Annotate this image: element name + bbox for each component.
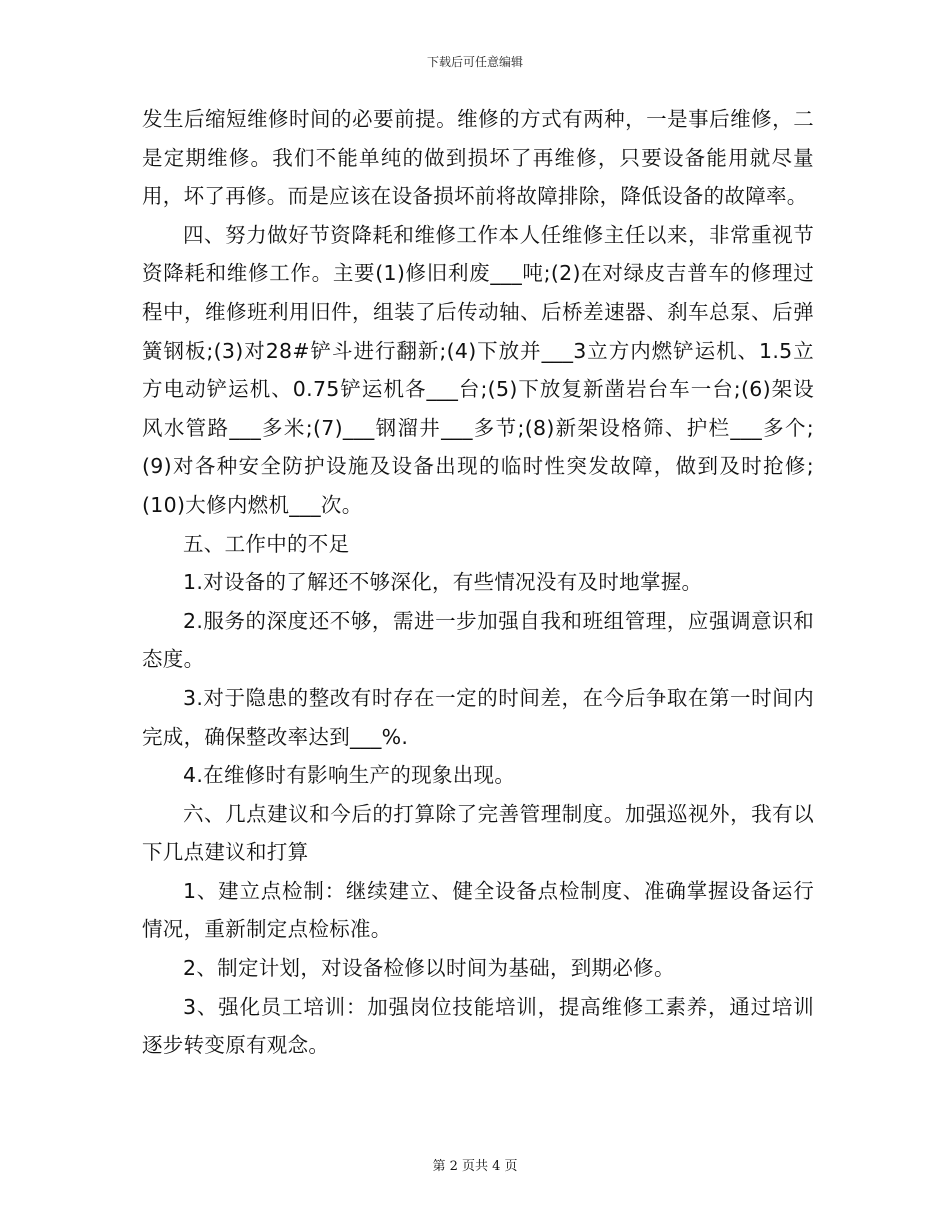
section-heading: 五、工作中的不足 — [183, 531, 350, 556]
list-item: 3、强化员工培训：加强岗位技能培训，提高维修工素养，通过培训逐步转变原有观念。 — [142, 994, 814, 1058]
list-item: 2、制定计划，对设备检修以时间为基础，到期必修。 — [183, 956, 675, 981]
page-footer: 第 2 页共 4 页 — [432, 1159, 518, 1174]
document-body — [142, 100, 814, 1065]
paragraph: 发生后缩短维修时间的必要前提。维修的方式有两种，一是事后维修，二是定期维修。我们不能单纯的做到损坏了再维修，只要设备能用就尽量用，坏了再修。而是应该在设备损坏前将故障排除，降低设备的故障率。 — [142, 107, 814, 209]
paragraph: 四、努力做好节资降耗和维修工作本人任维修主任以来，非常重视节资降耗和维修工作。主要(1)修旧利废___吨;(2)在对绿皮吉普车的修理过程中，维修班利用旧件，组装了后传动轴、后桥差速器、刹车总泵、后弹簧钢板;(3)对28#铲斗进行翻新;(4)下放并___3立方内燃铲运机、1.5立方电动铲运机、0.75铲运机各___台;(5)下放复新凿岩台车一台;(6)架设风水管路___多米;(7)___钢溜井___多节;(8)新架设格筛、护栏___多个;(9)对各种安全防护设施及设备出现的临时性突发故障，做到及时抢修;(10)大修内燃机___次。 — [142, 222, 814, 517]
page-header: 下载后可任意编辑 — [426, 55, 523, 69]
section-heading: 六、几点建议和今后的打算除了完善管理制度。加强巡视外，我有以下几点建议和打算 — [142, 801, 814, 865]
list-item: 1.对设备的了解还不够深化，有些情况没有及时地掌握。 — [183, 570, 703, 595]
list-item: 4.在维修时有影响生产的现象出现。 — [183, 763, 516, 788]
list-item: 2.服务的深度还不够，需进一步加强自我和班组管理，应强调意识和态度。 — [142, 608, 814, 672]
list-item: 3.对于隐患的整改有时存在一定的时间差，在今后争取在第一时间内完成，确保整改率达到___%. — [142, 685, 814, 749]
list-item: 1、建立点检制：继续建立、健全设备点检制度、准确掌握设备运行情况，重新制定点检标准。 — [142, 878, 814, 942]
